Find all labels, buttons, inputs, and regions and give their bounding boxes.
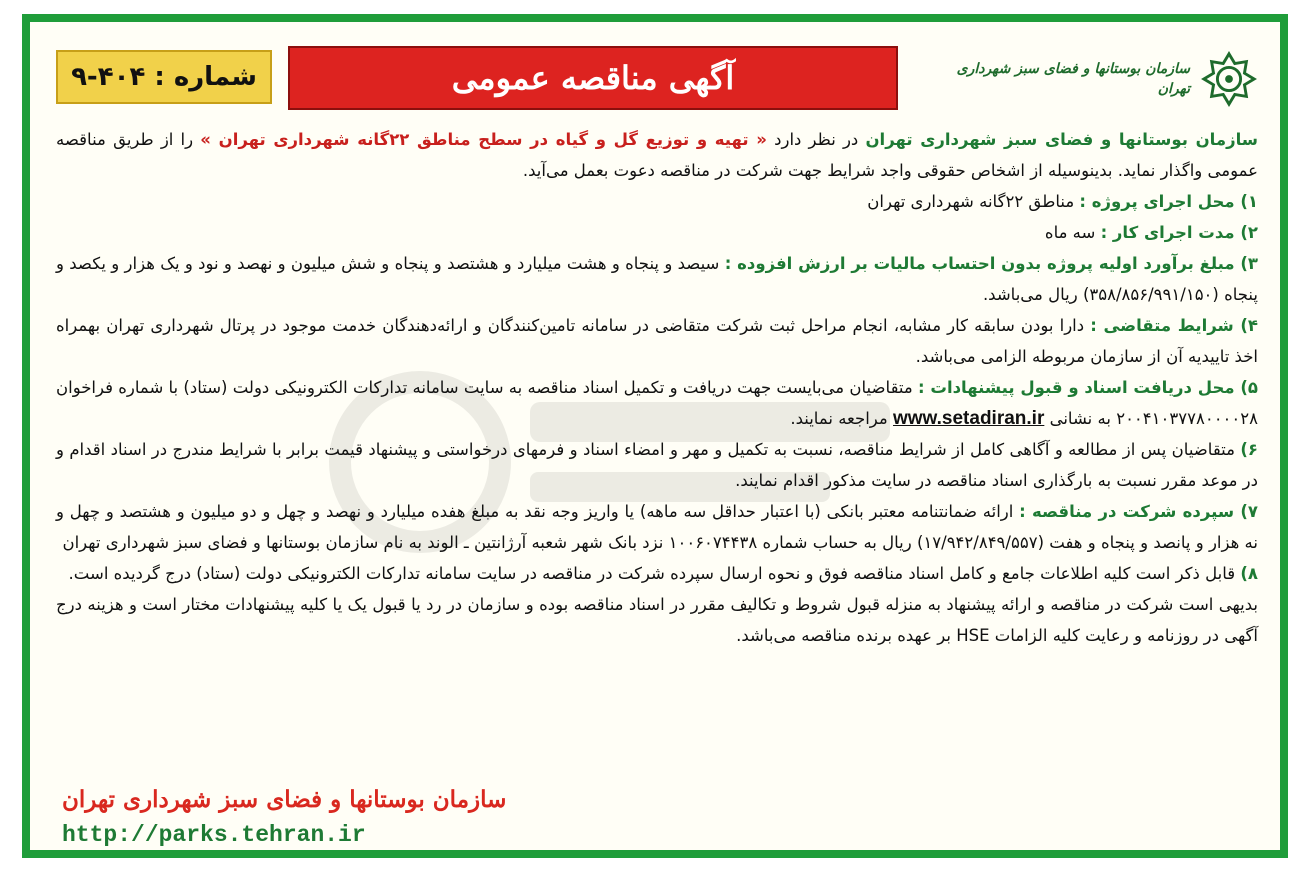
item-2 bbox=[56, 217, 1258, 248]
item-6-label: ۶) bbox=[1240, 440, 1258, 459]
org-logo bbox=[928, 46, 1258, 112]
item-4 bbox=[56, 310, 1258, 372]
intro-text-1: در نظر دارد bbox=[766, 130, 866, 149]
item-3 bbox=[56, 248, 1258, 310]
item-5-label: ۵) محل دریافت اسناد و قبول پیشنهادات : bbox=[918, 378, 1258, 397]
item-7 bbox=[56, 496, 1258, 558]
item-3-text: سیصد و پنجاه و هشت میلیارد و هشتصد و پنجاه و شش میلیون و نهصد و نود و یک هزار و یکصد و پنجاه (۳۵۸/۸۵۶/۹۹۱/۱۵۰) ریال می‌باشد. bbox=[56, 254, 1258, 304]
ad-body bbox=[56, 124, 1258, 651]
item-4-text: دارا بودن سابقه کار مشابه، انجام مراحل ثبت شرکت متقاضی در سامانه تامین‌کنندگان و ارائه‌دهندگان خدمت موجود در پرتال شهرداری تهران بهمراه اخذ تاییدیه آن از سازمان مربوطه الزامی می‌باشد. bbox=[56, 316, 1258, 366]
tender-number-value: ۹-۴۰۴ bbox=[71, 62, 146, 92]
header bbox=[56, 46, 1258, 114]
intro-subject: « تهیه و توزیع گل و گیاه در سطح مناطق ۲۲گانه شهرداری تهران » bbox=[200, 130, 767, 149]
tender-number-label: شماره : bbox=[154, 62, 257, 92]
footer-website-link[interactable]: http://parks.tehran.ir bbox=[62, 822, 366, 848]
ad-title bbox=[288, 46, 898, 110]
item-6-text: متقاضیان پس از مطالعه و آگاهی کامل از شرایط مناقصه، نسبت به تکمیل و مهر و امضاء اسناد و فرمهای درخواستی و پیشنهاد قیمت برابر با شرایط مندرج در اسناد اقدام و در موعد مقرر نسبت به بارگذاری اسناد مناقصه در سایت مذکور اقدام نمایند. bbox=[56, 440, 1258, 490]
tehran-municipality-seal-icon bbox=[1200, 50, 1258, 108]
footer-org-name: سازمان بوستانها و فضای سبز شهرداری تهران bbox=[62, 786, 507, 813]
item-8-label: ۸) bbox=[1240, 564, 1258, 583]
item-1-label: ۱) محل اجرای پروژه : bbox=[1079, 192, 1258, 211]
org-logo-text: سازمان بوستانها و فضای سبز شهرداری تهران bbox=[956, 61, 1190, 97]
item-2-label: ۲) مدت اجرای کار : bbox=[1100, 223, 1258, 242]
item-5 bbox=[56, 372, 1258, 434]
item-6 bbox=[56, 434, 1258, 496]
item-8-text: قابل ذکر است کلیه اطلاعات جامع و کامل اسناد مناقصه فوق و نحوه ارسال سپرده شرکت در مناقصه در سایت سامانه تدارکات الکترونیکی دولت (ستاد) درج گردیده است. bbox=[68, 564, 1241, 583]
ad-title-text: آگهی مناقصه عمومی bbox=[451, 59, 735, 97]
item-5-text-b: مراجعه نمایند. bbox=[790, 409, 893, 428]
ad-frame bbox=[22, 14, 1288, 858]
item-3-label: ۳) مبلغ برآورد اولیه پروژه بدون احتساب مالیات بر ارزش افزوده : bbox=[724, 254, 1258, 273]
intro-text-2: را از طریق مناقصه عمومی واگذار نماید. بدینوسیله از اشخاص حقوقی واجد شرایط جهت شرکت در مناقصه دعوت بعمل می‌آید. bbox=[56, 130, 1258, 180]
intro-org: سازمان بوستانها و فضای سبز شهرداری تهران bbox=[865, 130, 1259, 149]
item-7-text: ارائه ضمانتنامه معتبر بانکی (با اعتبار حداقل سه ماهه) یا واریز وجه نقد به مبلغ هفده میلیارد و نهصد و چهل و دو میلیون و هشتصد و چهل و نه هزار و پانصد و پنجاه و هفت (۱۷/۹۴۲/۸۴۹/۵۵۷) ریال به حساب شماره ۱۰۰۶۰۷۴۴۳۸ نزد بانک شهر شعبه آرژانتین ـ الوند به نام سازمان بوستانها و فضای سبز شهرداری تهران bbox=[56, 502, 1258, 552]
tender-number-box bbox=[56, 50, 272, 104]
item-1 bbox=[56, 186, 1258, 217]
item-7-label: ۷) سپرده شرکت در مناقصه : bbox=[1019, 502, 1258, 521]
item-8 bbox=[56, 558, 1258, 589]
intro-paragraph bbox=[56, 124, 1258, 186]
item-5-text-a: متقاضیان می‌بایست جهت دریافت و تکمیل اسناد مناقصه به سایت سامانه تدارکات الکترونیکی دولت (ستاد) با شماره فراخوان ۲۰۰۴۱۰۳۷۷۸۰۰۰۰۲۸ به نشانی bbox=[56, 378, 1258, 428]
item-1-text: مناطق ۲۲گانه شهرداری تهران bbox=[867, 192, 1080, 211]
item-4-label: ۴) شرایط متقاضی : bbox=[1090, 316, 1258, 335]
setadiran-link[interactable]: www.setadiran.ir bbox=[893, 408, 1045, 429]
item-2-text: سه ماه bbox=[1044, 223, 1101, 242]
closing-paragraph: بدیهی است شرکت در مناقصه و ارائه پیشنهاد به منزله قبول شروط و تکالیف مقرر در اسناد مناقصه بوده و سازمان در رد یا قبول یک یا کلیه پیشنهادات مختار است و هزینه درج آگهی در روزنامه و رعایت کلیه الزامات HSE بر عهده برنده مناقصه می‌باشد. bbox=[56, 595, 1258, 645]
